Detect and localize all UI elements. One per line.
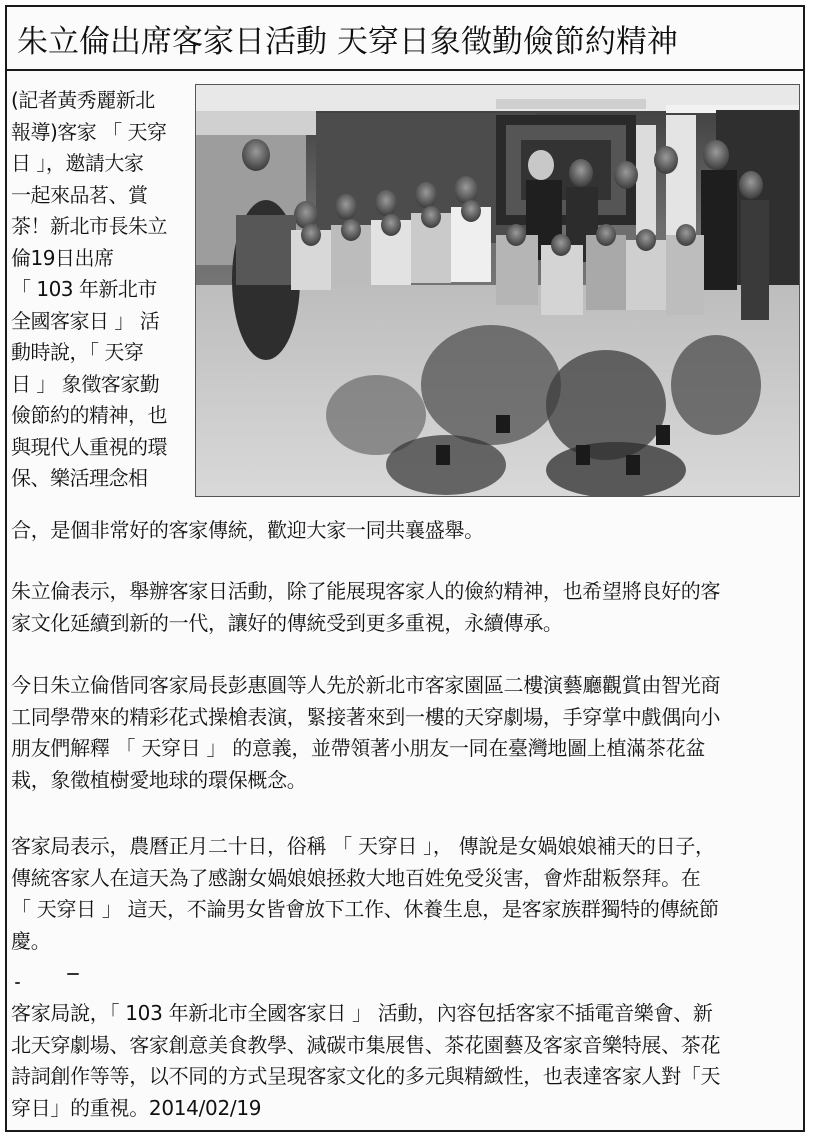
article-paragraph bbox=[11, 670, 801, 796]
paragraph-line: 客家局說，「 103 年新北市全國客家日 」 活動，內容包括客家不插電音樂會、新 bbox=[11, 1001, 713, 1025]
paragraph-line: 詩詞創作等等，以不同的方式呈現客家文化的多元與精緻性，也表達客家人對「天 bbox=[11, 1064, 721, 1088]
lead-line: 全國客家日 」 活 bbox=[11, 308, 160, 333]
paragraph-line: 慶。 bbox=[11, 928, 51, 953]
headline-bar bbox=[7, 7, 803, 71]
lead-line: 報導)客家 「 天穿 bbox=[11, 119, 167, 144]
paragraph-line: 客家局表示，農曆正月二十日，俗稱 「 天穿日 」， 傳說是女媧娘娘補天的日子， bbox=[11, 834, 715, 858]
paragraph-line: 傳統客家人在這天為了感謝女媧娘娘拯救大地百姓免受災害，會炸甜粄祭拜。在 bbox=[11, 865, 701, 890]
lead-line: 日 」 象徵客家勤 bbox=[11, 371, 160, 396]
news-clipping bbox=[5, 5, 805, 1132]
lead-line: 儉節約的精神，也 bbox=[11, 403, 167, 427]
scan-mark bbox=[15, 982, 20, 984]
paragraph-line: 家文化延續到新的一代，讓好的傳統受到更多重視，永續傳承。 bbox=[11, 610, 563, 635]
article-paragraph bbox=[11, 831, 801, 957]
lead-column bbox=[11, 85, 189, 495]
paragraph-line: 「 天穿日 」 這天，不論男女皆會放下工作、休養生息，是客家族群獨特的傳統節 bbox=[11, 897, 719, 921]
paragraph-line: 今日朱立倫偕同客家局長彭惠圓等人先於新北市客家園區二樓演藝廳觀賞由智光商 bbox=[11, 673, 721, 697]
lead-line: 茶！新北市長朱立 bbox=[11, 214, 167, 238]
lead-line: 動時說，「 天穿 bbox=[11, 340, 144, 364]
lead-line: (記者黃秀麗新北 bbox=[11, 88, 155, 112]
lead-line: 日 」，邀請大家 bbox=[11, 151, 144, 175]
paragraph-line: 栽，象徵植樹愛地球的環保概念。 bbox=[11, 767, 307, 792]
paragraph-line: 北天穿劇場、客家創意美食教學、減碳市集展售、茶花園藝及客家音樂特展、茶花 bbox=[11, 1032, 721, 1057]
paragraph-line: 工同學帶來的精彩花式操槍表演，緊接著來到一樓的天穿劇場，手穿掌中戲偶向小 bbox=[11, 704, 721, 729]
paragraph-line: 朱立倫表示，舉辦客家日活動，除了能展現客家人的儉約精神，也希望將良好的客 bbox=[11, 579, 721, 603]
lead-line: 與現代人重視的環 bbox=[11, 434, 167, 459]
lead-line: 倫19日出席 bbox=[11, 245, 114, 270]
lead-line: 「 103 年新北市 bbox=[11, 277, 157, 301]
article-paragraph bbox=[11, 998, 801, 1124]
headline: 朱立倫出席客家日活動 天穿日象徵勤儉節約精神 bbox=[17, 23, 678, 60]
scan-mark bbox=[67, 973, 79, 975]
event-photo bbox=[195, 84, 800, 497]
paragraph-line: 朋友們解釋 「 天穿日 」 的意義，並帶領著小朋友一同在臺灣地圖上植滿茶花盆 bbox=[11, 736, 706, 760]
lead-tail-line: 合，是個非常好的客家傳統，歡迎大家一同共襄盛舉。 bbox=[11, 518, 484, 542]
article-paragraph bbox=[11, 576, 801, 639]
lead-line: 一起來品茗、賞 bbox=[11, 182, 148, 207]
paragraph-line: 穿日」的重視。2014/02/19 bbox=[11, 1095, 262, 1120]
lead-line: 保、樂活理念相 bbox=[11, 466, 148, 490]
